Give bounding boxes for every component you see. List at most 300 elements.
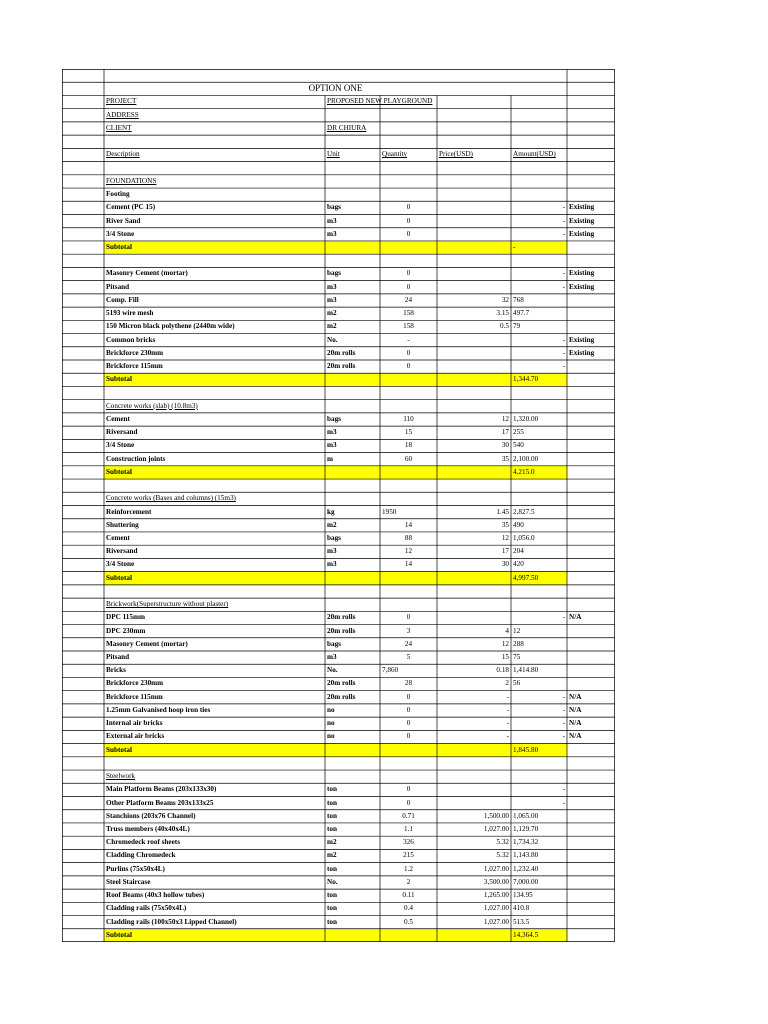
table-row-item [62,638,615,651]
item-note: N/A [569,705,582,714]
table-row-item [62,783,615,796]
item-description: Construction joints [106,454,166,463]
item-unit: no [327,705,335,714]
item-price [437,360,511,373]
item-unit: bags [327,533,341,542]
item-quantity: 7,860 [382,666,399,675]
item-amount: 497.7 [513,309,530,318]
item-price: 17 [501,547,509,556]
item-description: Roof Beams (40x3 hollow tubes) [106,891,205,900]
item-note: Existing [569,203,595,212]
item-price: 1,027.00 [483,917,509,926]
item-price [437,347,511,360]
item-unit: kg [327,507,335,516]
item-amount: 75 [513,653,521,661]
item-unit: m3 [327,295,337,304]
table-row-item [62,889,615,902]
table-row-subtotal [62,572,615,585]
table-row-item [62,876,615,889]
item-quantity: 15 [404,428,413,437]
item-amount: - [562,282,565,291]
item-description: Brickforce 115mm [106,362,163,370]
table-row-item [62,294,615,307]
table-row-empty [62,69,615,82]
item-description: DPC 230mm [106,626,146,635]
item-amount: - [562,203,565,212]
item-description: Reinforcement [106,507,152,516]
item-unit: bags [327,414,341,423]
table-row-item [62,307,615,320]
item-price: 1,500.00 [483,811,509,820]
item-quantity: 158 [403,309,414,318]
table-row-title [62,82,615,95]
item-price: 4 [505,626,509,635]
item-unit: m2 [327,309,337,318]
table-row-item [62,215,615,228]
item-unit: ton [327,798,337,807]
item-description: Cement (PC 15) [106,203,156,212]
item-unit: m3 [327,441,337,450]
item-description: Cladding rails (100x50x3 Lipped Channel) [106,917,237,926]
item-amount: - [562,335,565,344]
table-row-empty [62,135,615,148]
item-quantity: 24 [404,295,413,304]
item-quantity: 0 [406,692,411,701]
item-price: 35 [501,520,509,529]
table-row-info [62,109,615,122]
column-header-quantity: Quantity [382,150,408,159]
table-row-item [62,863,615,876]
table-row-item [62,810,615,823]
item-unit: m3 [327,547,337,556]
item-quantity: 0 [406,798,411,807]
subtotal-label: Subtotal [106,467,132,476]
item-amount: - [562,719,565,728]
info-value [325,109,511,122]
item-price [437,611,511,624]
table-row-item [62,281,615,294]
table-row-subtotal [62,466,615,479]
table-row-item [62,426,615,439]
table-row-item [62,902,615,915]
item-description: Steel Staircase [106,877,151,886]
item-unit: 20m rolls [327,613,356,622]
item-description: Riversand [106,547,138,556]
item-unit: No. [327,666,338,675]
item-amount: - [562,348,565,357]
item-note: Existing [569,229,595,238]
column-header-price: Price(USD) [439,150,473,159]
item-description: Pitsand [106,653,130,661]
item-unit: 20m rolls [327,626,356,635]
item-unit: m3 [327,229,337,238]
table-row-item [62,836,615,849]
item-price: 15 [501,653,509,661]
item-amount: - [562,362,565,370]
item-description: Bricks [106,666,126,675]
item-description: Riversand [106,428,138,437]
item-price: 30 [501,560,509,569]
item-amount: 1,320.00 [513,414,539,423]
item-price: - [506,732,509,741]
item-amount: 1,232.40 [513,864,539,873]
item-description: Comp. Fill [106,295,139,304]
item-description: Cement [106,414,130,423]
table-row-item [62,228,615,241]
item-quantity: 28 [404,679,413,688]
bill-of-quantities-table [62,69,615,942]
item-description: Purlins (75x50x4L) [106,864,165,873]
table-row-item [62,320,615,333]
item-quantity: 326 [403,838,414,847]
item-quantity: 60 [404,454,413,463]
subtotal-amount: - [513,242,516,251]
item-amount: - [562,798,565,807]
table-row-item [62,545,615,558]
table-row-item [62,267,615,280]
item-price: 0.18 [496,666,509,675]
item-price: 12 [501,414,509,423]
item-price: - [506,692,509,701]
item-unit: no [327,719,335,728]
table-row-item [62,730,615,743]
item-amount: - [562,269,565,278]
item-unit: m3 [327,653,337,661]
item-amount: 134.95 [513,891,533,900]
item-amount: - [562,613,565,622]
item-quantity: 158 [403,322,414,331]
item-note: N/A [569,732,582,741]
item-description: Brickforce 230mm [106,348,164,357]
item-unit: m3 [327,560,337,569]
table-row-empty [62,162,615,175]
item-unit: m [327,454,333,463]
item-price: 2 [505,679,509,688]
item-quantity: 215 [403,851,414,860]
item-price [437,281,511,294]
item-description: Internal air bricks [106,719,163,728]
item-amount: - [562,705,565,714]
item-price: 12 [501,639,509,648]
item-amount: 1,129.70 [513,824,539,833]
table-row-header [62,148,615,161]
item-price [437,201,511,214]
subtotal-label: Subtotal [106,573,132,582]
item-price: - [506,719,509,728]
item-amount: 1,143.80 [513,851,539,860]
item-unit: m2 [327,322,337,331]
item-description: 3/4 Stone [106,560,135,569]
item-description: 1.25mm Galvanised hoop iron ties [106,705,211,714]
item-amount: 255 [513,428,524,437]
table-row-item [62,453,615,466]
item-quantity: 1950 [382,507,397,516]
section-heading: Steelwork [106,772,136,781]
table-row-item [62,558,615,571]
item-quantity: 88 [404,533,413,542]
item-unit: 20m rolls [327,362,356,370]
info-value: DR CHIURA [327,123,367,132]
item-unit: 20m rolls [327,348,356,357]
item-unit: ton [327,917,337,926]
item-unit: bags [327,269,341,278]
item-amount: - [562,785,565,794]
table-row-subtotal [62,241,615,254]
item-quantity: 14 [404,560,413,569]
item-description: Main Platform Beams (203x133x30) [106,785,217,794]
item-quantity: 0 [406,282,411,291]
column-header-amount: Amount(USD) [513,150,556,159]
item-unit: m2 [327,520,337,529]
subtotal-amount: 4,997.50 [513,573,539,582]
item-quantity: 0 [406,203,411,212]
table-row-item [62,360,615,373]
table-row-subtotal [62,744,615,757]
table-row-item [62,532,615,545]
item-quantity: 0 [406,348,411,357]
item-unit: 20m rolls [327,692,356,701]
item-unit: m3 [327,428,337,437]
item-description: Masonry Cement (mortar) [106,639,188,648]
item-price [437,215,511,228]
table-row-item [62,797,615,810]
item-description: Chromedeck roof sheets [106,838,180,847]
subtotal-amount: 14,364.5 [513,930,539,939]
item-description: 3/4 Stone [106,441,135,450]
item-description: Common bricks [106,335,156,344]
table-row-item [62,677,615,690]
subtotal-label: Subtotal [106,930,132,939]
item-quantity: 3 [406,626,411,635]
item-price: 0.5 [500,322,509,331]
item-amount: 768 [513,295,524,304]
table-row-section [62,400,615,413]
item-amount: 79 [513,322,521,331]
subtotal-label: Subtotal [106,375,132,384]
section-heading: Concrete works (Bases and columns) (15m3) [106,494,236,503]
table-row-empty [62,585,615,598]
item-description: Cement [106,533,130,542]
table-row-section [62,175,615,188]
item-price [437,783,511,796]
item-quantity: 0 [406,785,411,794]
item-price: 35 [501,454,509,463]
item-quantity: 2 [406,877,411,886]
item-description: Cladding rails (75x50x4L) [106,904,187,913]
item-amount: 1,734.32 [513,838,539,847]
subtotal-label: Subtotal [106,745,132,754]
item-amount: 12 [513,626,521,635]
info-label: PROJECT [106,97,137,106]
item-quantity: 0 [406,705,411,714]
item-price [437,334,511,347]
section-heading: Concrete works (slab) (10.8m3) [106,401,198,410]
item-description: 3/4 Stone [106,229,135,238]
item-description: 5193 wire mesh [106,309,154,318]
item-price: 1,265.00 [483,891,509,900]
item-description: 150 Micron black polythene (2440m wide) [106,322,235,331]
item-price: 5.32 [496,838,509,847]
item-quantity: 0.11 [402,891,415,900]
item-note: Existing [569,216,595,225]
section-heading: Brickwork(Superstructure without plaster) [106,600,229,609]
table-row-empty [62,254,615,267]
item-amount: - [562,692,565,701]
item-unit: ton [327,811,337,820]
table-row-item [62,823,615,836]
item-amount: 7,000.00 [513,877,539,886]
item-quantity: 0 [406,229,411,238]
item-description: External air bricks [106,732,165,741]
item-note: Existing [569,269,595,278]
item-description: Pitsand [106,282,130,291]
item-unit: m3 [327,216,337,225]
item-unit: m2 [327,851,337,860]
table-row-section [62,492,615,505]
table-row-empty [62,479,615,492]
table-row-item [62,704,615,717]
item-description: Masonry Cement (mortar) [106,269,188,278]
table-row-item [62,651,615,664]
info-value: PROPOSED NEW PLAYGROUND [327,97,433,106]
item-unit: bags [327,203,341,212]
item-quantity: 24 [404,639,413,648]
item-unit: ton [327,904,337,913]
table-row-subtotal [62,929,615,942]
item-amount: 2,100.00 [513,454,539,463]
info-label: ADDRESS [106,110,139,119]
subtotal-amount: 1,344.70 [513,375,539,384]
item-description: Stanchions (203x76 Channel) [106,811,196,820]
item-unit: m2 [327,838,337,847]
item-price: 1,027.00 [483,824,509,833]
item-note: Existing [569,282,595,291]
item-description: Cladding Chromedeck [106,851,176,860]
item-price: 3.15 [496,309,509,318]
subtotal-amount: 1,845.80 [513,745,539,754]
table-row-item [62,439,615,452]
item-quantity: 14 [404,520,413,529]
item-price: 12 [501,533,509,542]
table-row-item [62,611,615,624]
item-amount: 540 [513,441,524,450]
item-unit: no [327,732,335,741]
item-quantity: 0 [406,732,411,741]
item-amount: 288 [513,639,524,648]
table-row-item [62,506,615,519]
item-price: - [506,705,509,714]
item-quantity: 12 [404,547,413,556]
info-label: CLIENT [106,123,132,132]
item-price: 5.32 [496,851,509,860]
subtotal-label: Subtotal [106,242,132,251]
item-quantity: 18 [404,441,413,450]
item-quantity: 0.5 [404,917,413,926]
item-description: Other Platform Beams 203x133x25 [106,798,214,807]
item-quantity: 1.2 [404,864,413,873]
item-amount: 420 [513,560,524,569]
item-note: N/A [569,719,582,728]
item-price: 1.45 [496,507,509,516]
item-price: 1,027.00 [483,904,509,913]
table-row-info [62,122,615,135]
table-row-item [62,849,615,862]
item-quantity: 0 [406,269,411,278]
item-amount: 56 [513,679,521,688]
item-description: River Sand [106,216,141,225]
item-unit: ton [327,785,337,794]
item-unit: m3 [327,282,337,291]
column-header-description: Description [106,150,140,159]
item-description: Brickforce 230mm [106,679,164,688]
item-quantity: 0 [406,613,411,622]
item-unit: No. [327,877,338,886]
item-amount: 1,065.00 [513,811,539,820]
item-price: 32 [501,295,509,304]
table-row-item [62,625,615,638]
column-header-unit: Unit [327,150,340,159]
item-amount: 513.5 [513,917,530,926]
item-amount: 2,827.5 [513,507,535,516]
item-description: Brickforce 115mm [106,692,163,701]
table-row-item [62,664,615,677]
table-row-item [62,916,615,929]
item-description: Truss members (40x40x4L) [106,824,190,833]
table-row-section [62,598,615,611]
item-price [437,797,511,810]
item-description: Footing [106,190,130,199]
item-price: 3,500.00 [483,877,509,886]
item-quantity: 0 [406,216,411,225]
item-note: Existing [569,348,595,357]
table-row-item [62,188,615,201]
subtotal-amount: 4,215.0 [513,467,535,476]
item-amount: - [562,216,565,225]
item-amount: 1,056.0 [513,533,535,542]
section-heading: FOUNDATIONS [106,176,157,185]
item-amount: 490 [513,520,524,529]
table-row-item [62,413,615,426]
item-note: Existing [569,335,595,344]
item-unit: ton [327,891,337,900]
item-amount: - [562,229,565,238]
item-amount: 1,414.80 [513,666,539,675]
item-quantity: 1.1 [404,824,413,833]
table-row-subtotal [62,373,615,386]
table-row-item [62,347,615,360]
table-row-item [62,201,615,214]
table-row-empty [62,757,615,770]
table-row-info [62,95,615,108]
item-quantity: - [407,335,410,344]
item-unit: ton [327,864,337,873]
item-price: 1,027.00 [483,864,509,873]
item-quantity: 0 [406,719,411,728]
item-unit: bags [327,639,341,648]
item-price [437,228,511,241]
item-description: Shuttering [106,520,139,529]
item-quantity: 0.4 [404,904,413,913]
table-row-item [62,717,615,730]
item-price [437,267,511,280]
item-quantity: 110 [403,414,414,423]
item-unit: No. [327,335,338,344]
item-quantity: 0 [406,362,411,370]
item-quantity: 5 [406,653,411,661]
table-row-section [62,770,615,783]
sheet-title: OPTION ONE [308,83,363,94]
table-row-item [62,334,615,347]
